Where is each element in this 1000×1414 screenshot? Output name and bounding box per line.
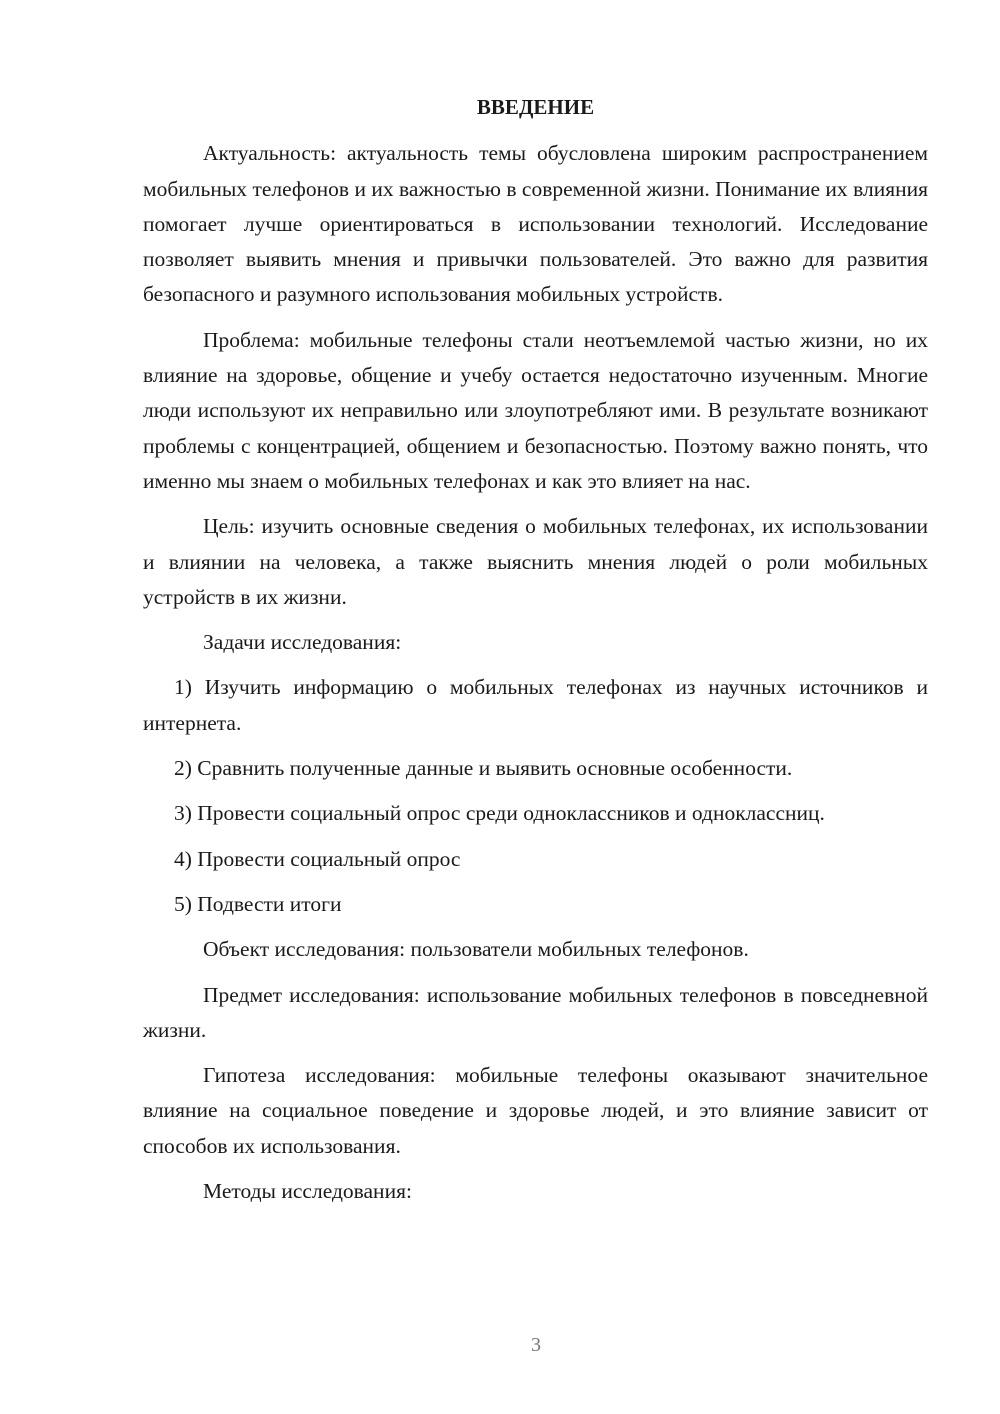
task-item: 5) Подвести итоги [174, 891, 342, 916]
subject-paragraph: Предмет исследования: использование мобильных телефонов в повседневной жизни. [143, 982, 928, 1042]
hypothesis-paragraph: Гипотеза исследования: мобильные телефоны оказывают значительное влияние на социальное поведение и здоровье людей, и это влияние зависит от способов их использования. [143, 1063, 928, 1158]
problem-paragraph: Проблема: мобильные телефоны стали неотъемлемой частью жизни, но их влияние на здоровье, общение и учебу остается недостаточно изученным. Многие люди используют их неправильно или злоупотребляют ими. В результате возникают проблемы с концентрацией, общением и безопасностью. Поэтому важно понять, что именно мы знаем о мобильных телефонах и как это влияет на нас. [143, 327, 928, 493]
relevance-paragraph: Актуальность: актуальность темы обусловлена широким распространением мобильных телефонов и их важностью в современной жизни. Понимание их влияния помогает лучше ориентироваться в использовании технологий. Исследование позволяет выявить мнения и привычки пользователей. Это важно для развития безопасного и разумного использования мобильных устройств. [143, 141, 928, 307]
page-number: 3 [531, 1334, 541, 1356]
goal-paragraph: Цель: изучить основные сведения о мобильных телефонах, их использовании и влиянии на человека, а также выяснить мнения людей о роли мобильных устройств в их жизни. [143, 514, 928, 609]
task-item: 2) Сравнить полученные данные и выявить основные особенности. [174, 756, 793, 781]
section-title: ВВЕДЕНИЕ [476, 95, 595, 119]
task-item: 3) Провести социальный опрос среди одноклассников и одноклассниц. [174, 801, 825, 826]
object-paragraph: Объект исследования: пользователи мобильных телефонов. [203, 937, 749, 962]
page-content [143, 90, 928, 1219]
tasks-heading: Задачи исследования: [203, 630, 402, 655]
task-item: 1) Изучить информацию о мобильных телефонах из научных источников и интернета. [143, 675, 928, 735]
methods-heading: Методы исследования: [203, 1179, 412, 1204]
task-item: 4) Провести социальный опрос [174, 846, 461, 871]
